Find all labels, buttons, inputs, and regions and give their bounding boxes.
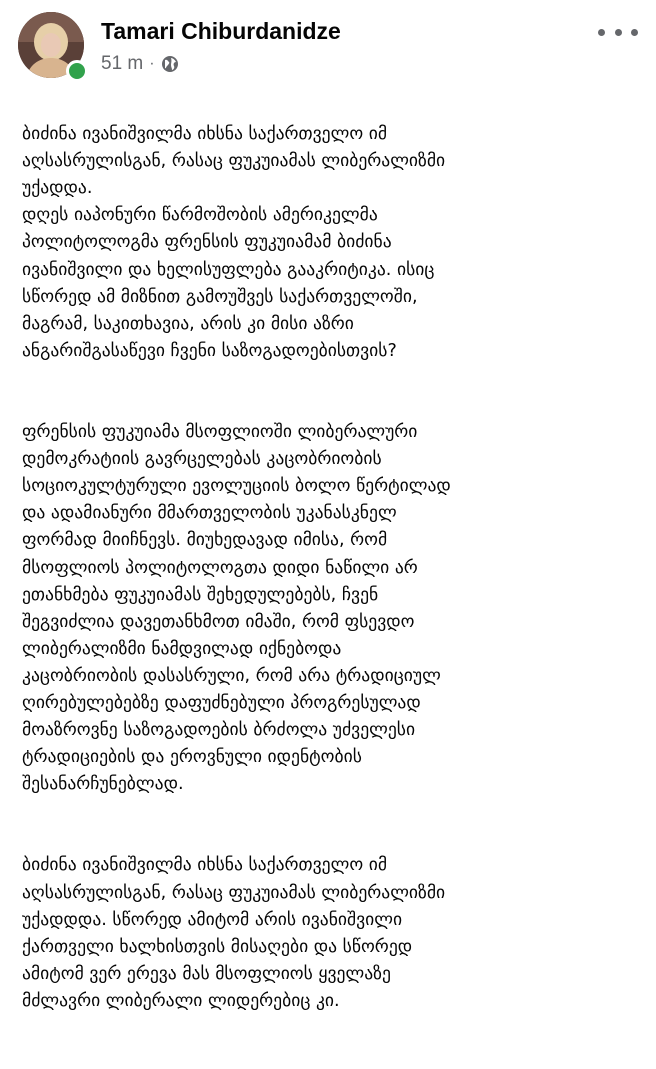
post-paragraph-1: ბიძინა ივანიშვილმა იხსნა საქართველო იმ აღსასრულისგან, რასაც ფუკუიამას ლიბერალიზმი უქადდა. დღეს იაპონური წარმოშობის ამერიკელმა პოლიტოლოგმა ფრენსის ფუკუიამამ ბიძინა ივანიშვილი და ხელისუფლება გააკრიტიკა. ისიც სწორედ ამ მიზნით გამოუშვეს საქართველოში, მაგრამ, საკითხავია, არის კი მისი აზრი ანგარიშგასაწევი ჩვენი საზოგადოებისთვის? [22,124,446,361]
more-dot-3 [631,29,638,36]
more-dot-1 [598,29,605,36]
post-meta [101,52,179,76]
online-status-indicator [66,60,88,82]
post-timestamp[interactable]: 51 m [101,53,144,74]
avatar[interactable] [18,12,84,78]
post-paragraph-2: ფრენსის ფუკუიამა მსოფლიოში ლიბერალური დემოკრატიის გავრცელებას კაცობრიობის სოციოკულტურული ევოლუციის ბოლო წერტილად და ადამიანური მმართველობის უკანასკნელ ფორმად მიიჩნევს. მიუხედავად იმისა, რომ მსოფლიოს პოლიტოლოგთა დიდი ნაწილი არ ეთანხმება ფუკუიამას შეხედულებებს, ჩვენ შეგვიძლია დავეთანხმოთ იმაში, რომ ფსევდო ლიბერალიზმი ნამდვილად იქნებოდა კაცობრიობის დასასრული, რომ არა ტრადიციულ ღირებულებებზე დაფუძნებული პროგრესულად მოაზროვნე საზოგადოების ბრძოლა უძველესი ტრადიციების და ეროვნული იდენტობის შესანარჩუნებლად. [22,422,451,795]
meta-separator: · [149,55,155,72]
post-body [22,94,642,1069]
globe-icon[interactable] [161,55,179,73]
post-paragraph-3: ბიძინა ივანიშვილმა იხსნა საქართველო იმ აღსასრულისგან, რასაც ფუკუიამას ლიბერალიზმი უქადდდა. სწორედ ამიტომ არის ივანიშვილი ქართველი ხალხისთვის მისაღები და სწორედ ამიტომ ვერ ერევა მას მსოფლიოს ყველაზე მძლავრი ლიბერალი ლიდერებიც კი. [22,855,446,1011]
post-header [0,0,656,90]
more-options-button[interactable] [598,22,638,42]
more-dot-2 [615,29,622,36]
author-name[interactable]: Tamari Chiburdanidze [101,18,341,44]
